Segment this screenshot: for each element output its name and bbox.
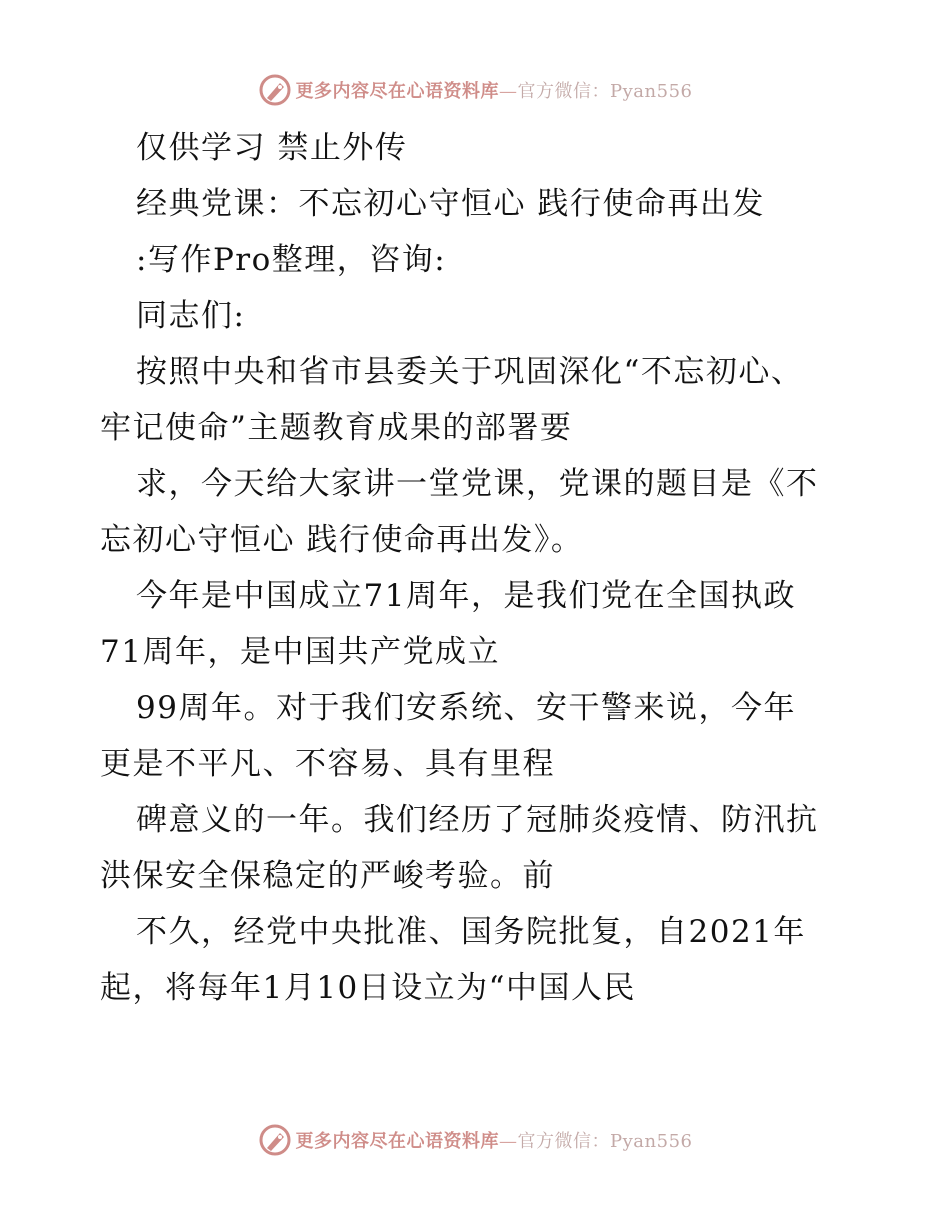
document-line: 忘初心守恒心 践行使命再出发》。 [100, 522, 584, 558]
watermark-text [296, 77, 693, 103]
header-watermark [0, 70, 950, 110]
watermark-main: 更多内容尽在心语资料库 [295, 81, 500, 102]
pen-nib-logo-icon [258, 73, 292, 107]
document-line: 同志们: [136, 298, 246, 334]
document-line: 更是不平凡、不容易、具有里程 [100, 746, 555, 782]
watermark-label: 官方微信： [517, 81, 611, 102]
watermark-text [296, 1127, 693, 1153]
document-line: :写作Pro整理，咨询: [136, 242, 447, 278]
watermark-dash: — [499, 1131, 518, 1152]
watermark-dash: — [499, 81, 518, 102]
document-line: 洪保安全保稳定的严峻考验。前 [100, 858, 555, 894]
document-line: 今年是中国成立71周年，是我们党在全国执政 [136, 578, 796, 614]
document-body [100, 120, 860, 1016]
document-line: 不久，经党中央批准、国务院批复，自2021年 [136, 914, 806, 950]
document-line: 牢记使命”主题教育成果的部署要 [100, 410, 573, 446]
document-line: 71周年，是中国共产党成立 [100, 634, 500, 670]
document-line: 按照中央和省市县委关于巩固深化“不忘初心、 [136, 354, 804, 390]
document-line: 起，将每年1月10日设立为“中国人民 [100, 970, 637, 1006]
document-line: 99周年。对于我们安系统、安干警来说，今年 [136, 690, 796, 726]
document-line: 仅供学习 禁止外传 [136, 130, 408, 166]
document-line: 求，今天给大家讲一堂党课，党课的题目是《不 [136, 466, 819, 502]
pen-nib-logo-icon [258, 1123, 292, 1157]
watermark-account: Pyan556 [610, 81, 693, 102]
footer-watermark [0, 1120, 950, 1160]
watermark-label: 官方微信： [517, 1131, 611, 1152]
watermark-main: 更多内容尽在心语资料库 [295, 1131, 500, 1152]
document-line: 碑意义的一年。我们经历了冠肺炎疫情、防汛抗 [136, 802, 819, 838]
watermark-account: Pyan556 [610, 1131, 693, 1152]
document-line: 经典党课：不忘初心守恒心 践行使命再出发 [136, 186, 765, 222]
